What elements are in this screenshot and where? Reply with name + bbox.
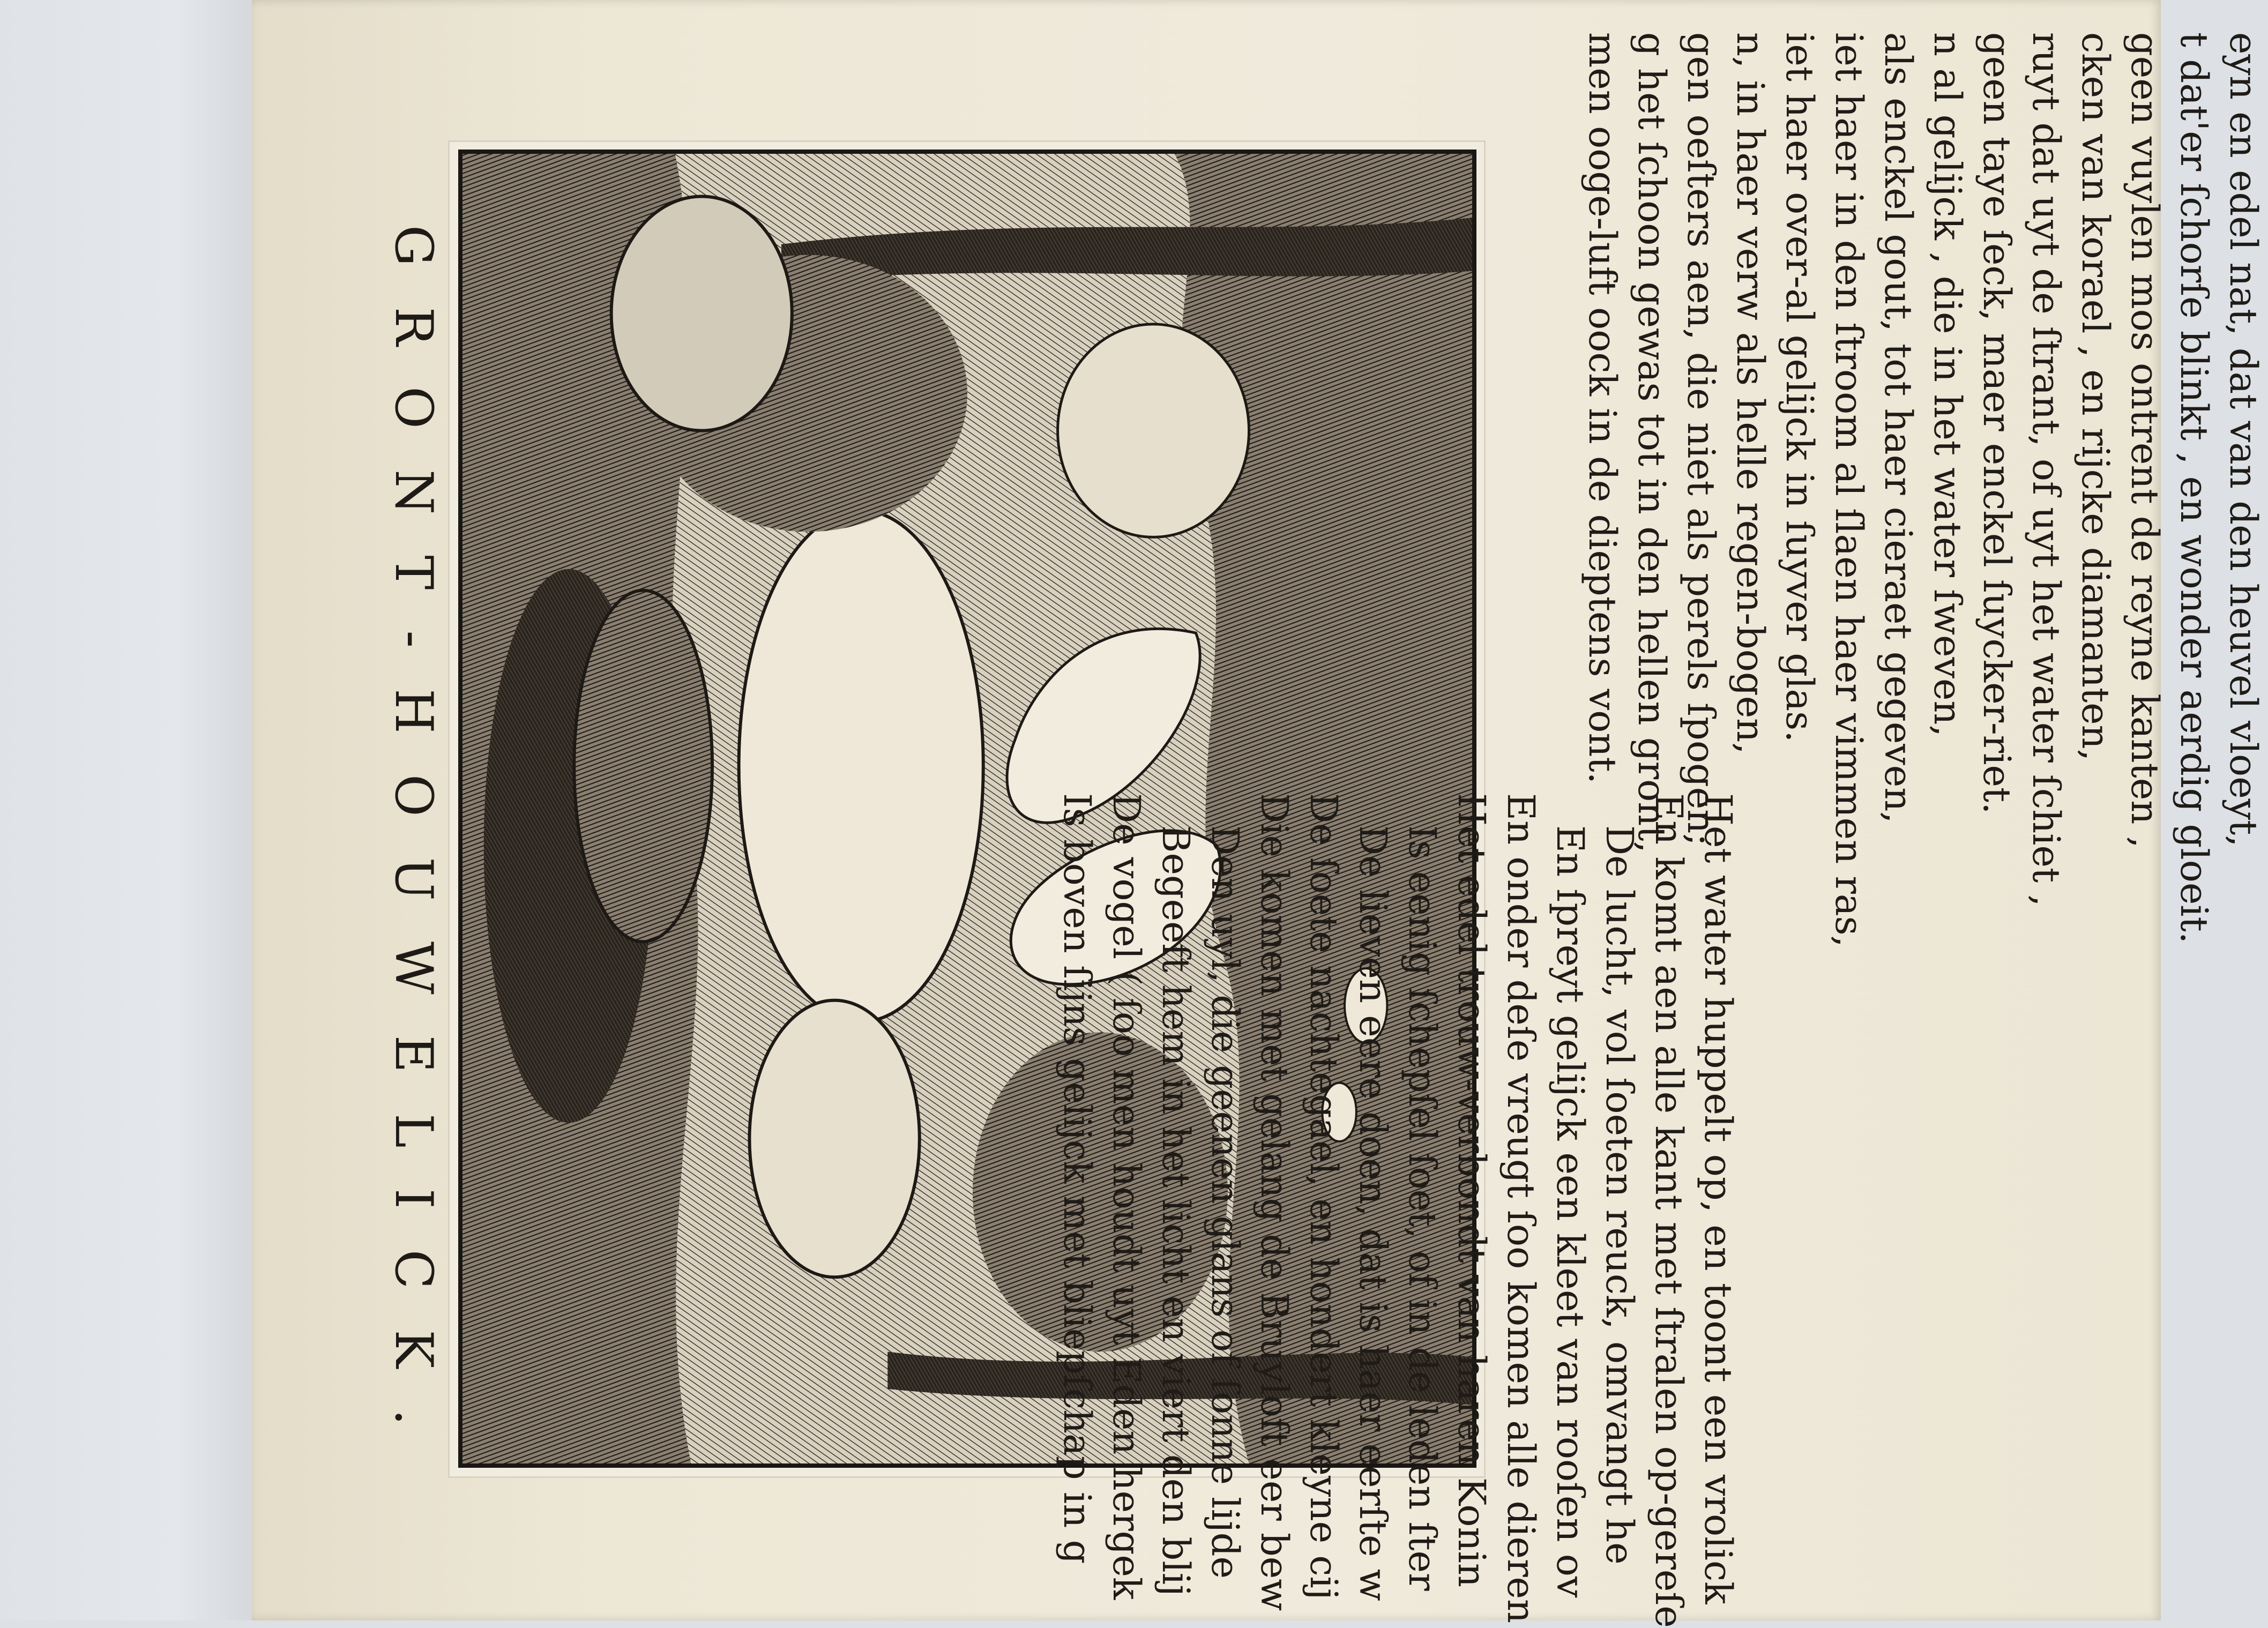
poem-line: Den uyl, die geenen glans of ſonne lijde	[1203, 825, 1247, 1579]
heading-letter: -	[384, 630, 444, 648]
poem-line: iet haer over-al gelijck in ſuyver glas.	[1778, 32, 1822, 743]
poem-line: De vogel ( ſoo men houdt uyt Eden hergek	[1105, 793, 1148, 1600]
rotated-page-content	[12, 0, 2265, 1628]
heading-letter: K	[384, 1330, 444, 1369]
poem-line: De lucht, vol ſoeten reuck, omvangt he	[1598, 825, 1642, 1565]
poem-line: Het water huppelt op, en toont een vrolick	[1696, 793, 1740, 1604]
poem-line: De ſoete nachtegael, en hondert kleyne cij	[1302, 793, 1346, 1600]
poem-line: n al gelijck , die in het water ſweven,	[1926, 32, 1969, 737]
poem-line: De lieven eere doen, dat is haer eerſte w	[1351, 825, 1395, 1601]
poem-line: iet haer in den ſtroom al ſlaen haer vimmen ras,	[1827, 32, 1871, 947]
poem-line: En onder deſe vreugt ſoo komen alle dieren	[1499, 793, 1543, 1624]
poem-line: gen oeſters aen, die niet als perels ſpogen;	[1679, 32, 1723, 846]
poem-line: eyn en edel nat, dat van den heuvel vloeyt,	[2221, 32, 2265, 847]
poem-line: men ooge-luft oock in de dieptens vont.	[1580, 32, 1624, 784]
heading-letter: L	[384, 1113, 444, 1148]
heading-letter: U	[384, 857, 444, 901]
heading-letter: N	[384, 469, 444, 515]
heading-letter: C	[384, 1249, 444, 1289]
poem-column-left	[1578, 32, 2268, 947]
poem-line: ruyt dat uyt de ſtrant, of uyt het water ſchiet ,	[2024, 32, 2068, 907]
poem-line: Is eenig ſchepſel ſoet, of in de leden ſter	[1400, 825, 1444, 1591]
page-heading	[382, 225, 446, 1425]
heading-letter: G	[384, 225, 444, 266]
poem-line: geen vuylen mos ontrent de reyne kanten ,	[2123, 32, 2167, 848]
heading-letter: W	[384, 941, 444, 995]
heading-letter: O	[384, 386, 444, 429]
poem-line: Het edel trouw-verbondt van haren Konin	[1450, 793, 1494, 1587]
poem-line: Begeeft hem in het licht en viert den blij	[1154, 825, 1198, 1596]
poem-line: Die komen met gelang de Bruyloft eer bew	[1252, 793, 1296, 1611]
heading-letter: O	[384, 774, 444, 817]
heading-letter: R	[384, 307, 444, 346]
poem-line: t dat'er ſchorſe blinkt , en wonder aerdig gloeit.	[2172, 32, 2216, 944]
heading-letter: H	[384, 689, 444, 734]
poem-line: als enckel gout, tot haer cieraet gegeven,	[1876, 32, 1920, 824]
heading-letter: .	[384, 1409, 444, 1425]
heading-letter: T	[384, 555, 444, 590]
poem-line: n, in haer verw als helle regen-bogen,	[1728, 32, 1772, 755]
poem-line: Is boven ſijns gelijck met bliepſchap in g	[1055, 793, 1099, 1564]
poem-line: g het ſchoon gewas tot in den hellen gront,	[1630, 32, 1674, 853]
poem-line: geen taye ſeck, maer enckel ſuycker-riet.	[1975, 32, 2019, 815]
heading-letter: I	[384, 1188, 444, 1209]
poem-line: En ſpreyt gelijck een kleet van rooſen ov	[1548, 825, 1592, 1598]
poem-line: cken van korael , en rijcke diamanten,	[2073, 32, 2117, 761]
poem-line: En komt aen alle kant met ſtralen op-gereſe	[1647, 793, 1691, 1628]
heading-letter: E	[384, 1035, 444, 1073]
